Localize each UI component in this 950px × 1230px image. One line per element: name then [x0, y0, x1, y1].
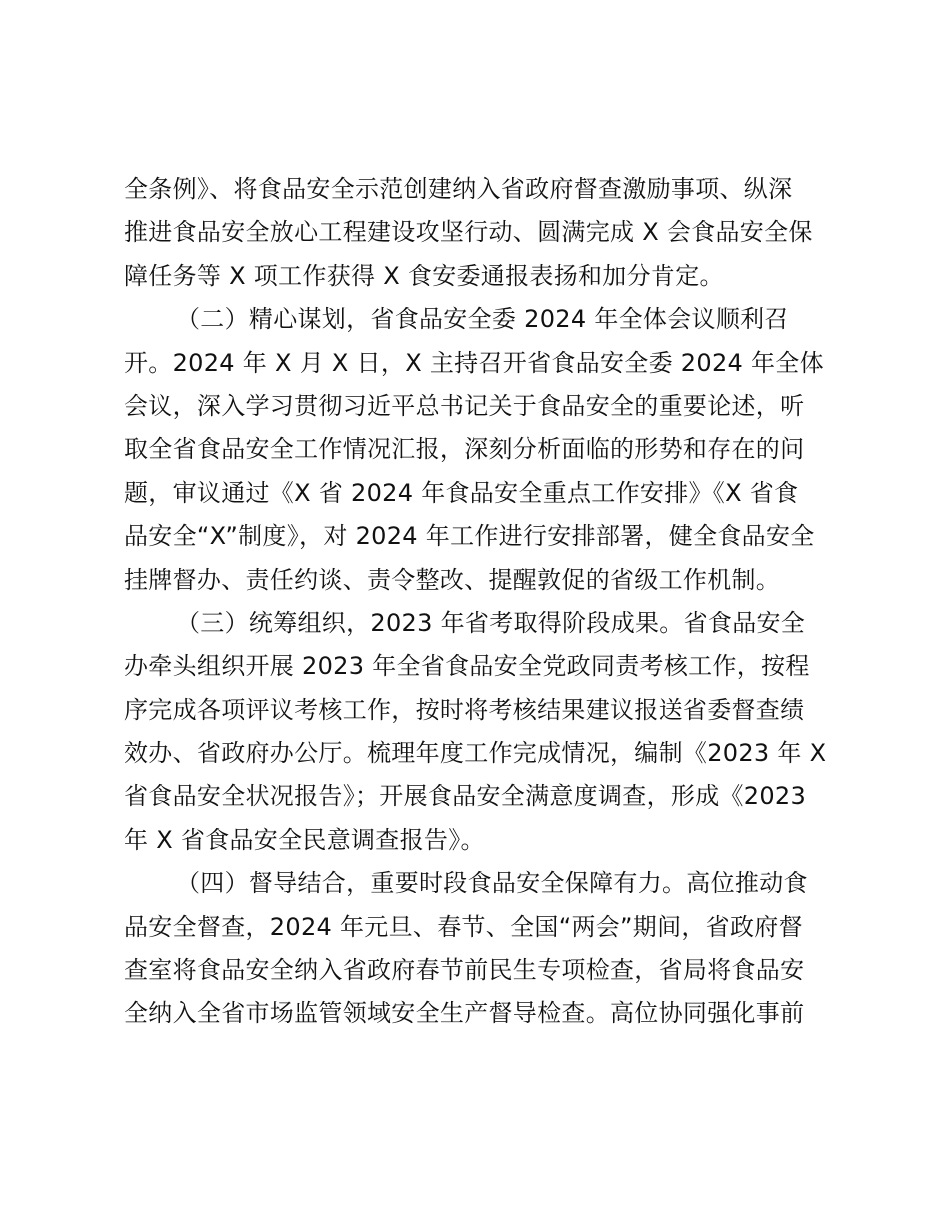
text-line: 障任务等 X 项工作获得 X 食安委通报表扬和加分肯定。 — [124, 261, 724, 290]
text-line: 挂牌督办、责任约谈、责令整改、提醒敦促的省级工作机制。 — [124, 565, 781, 594]
section-heading-line: （四）督导结合，重要时段食品安全保障有力。高位推动食 — [176, 869, 808, 898]
text-line: 年 X 省食品安全民意调查报告》。 — [124, 825, 485, 854]
section-heading-line: （二）精心谋划，省食品安全委 2024 年全体会议顺利召 — [176, 305, 789, 334]
text-line: 取全省食品安全工作情况汇报，深刻分析面临的形势和存在的问 — [124, 435, 805, 464]
text-line: 品安全“X”制度》，对 2024 年工作进行安排部署，健全食品安全 — [124, 522, 815, 551]
text-line: 全条例》、将食品安全示范创建纳入省政府督查激励事项、纵深 — [124, 175, 793, 203]
body-text — [124, 168, 844, 1036]
text-line: 省食品安全状况报告》；开展食品安全满意度调查，形成《2023 — [124, 782, 807, 811]
text-line: 效办、省政府办公厅。梳理年度工作完成情况，编制《2023 年 X — [124, 739, 827, 768]
text-line: 序完成各项评议考核工作，按时将考核结果建议报送省委督查绩 — [124, 695, 805, 724]
text-line: 办牵头组织开展 2023 年全省食品安全党政同责考核工作，按程 — [124, 652, 810, 681]
text-line: 品安全督查，2024 年元旦、春节、全国“两会”期间，省政府督 — [124, 912, 803, 941]
text-line: 会议，深入学习贯彻习近平总书记关于食品安全的重要论述，听 — [124, 391, 805, 420]
text-line: 题，审议通过《X 省 2024 年食品安全重点工作安排》《X 省食 — [124, 478, 799, 507]
text-line: 开。2024 年 X 月 X 日，X 主持召开省食品安全委 2024 年全体 — [124, 348, 824, 377]
text-line: 全纳入全省市场监管领域安全生产督导检查。高位协同强化事前 — [124, 999, 805, 1028]
text-line: 查室将食品安全纳入省政府春节前民生专项检查，省局将食品安 — [124, 956, 805, 985]
text-line: 推进食品安全放心工程建设攻坚行动、圆满完成 X 会食品安全保 — [124, 218, 813, 247]
section-heading-line: （三）统筹组织，2023 年省考取得阶段成果。省食品安全 — [176, 608, 806, 637]
